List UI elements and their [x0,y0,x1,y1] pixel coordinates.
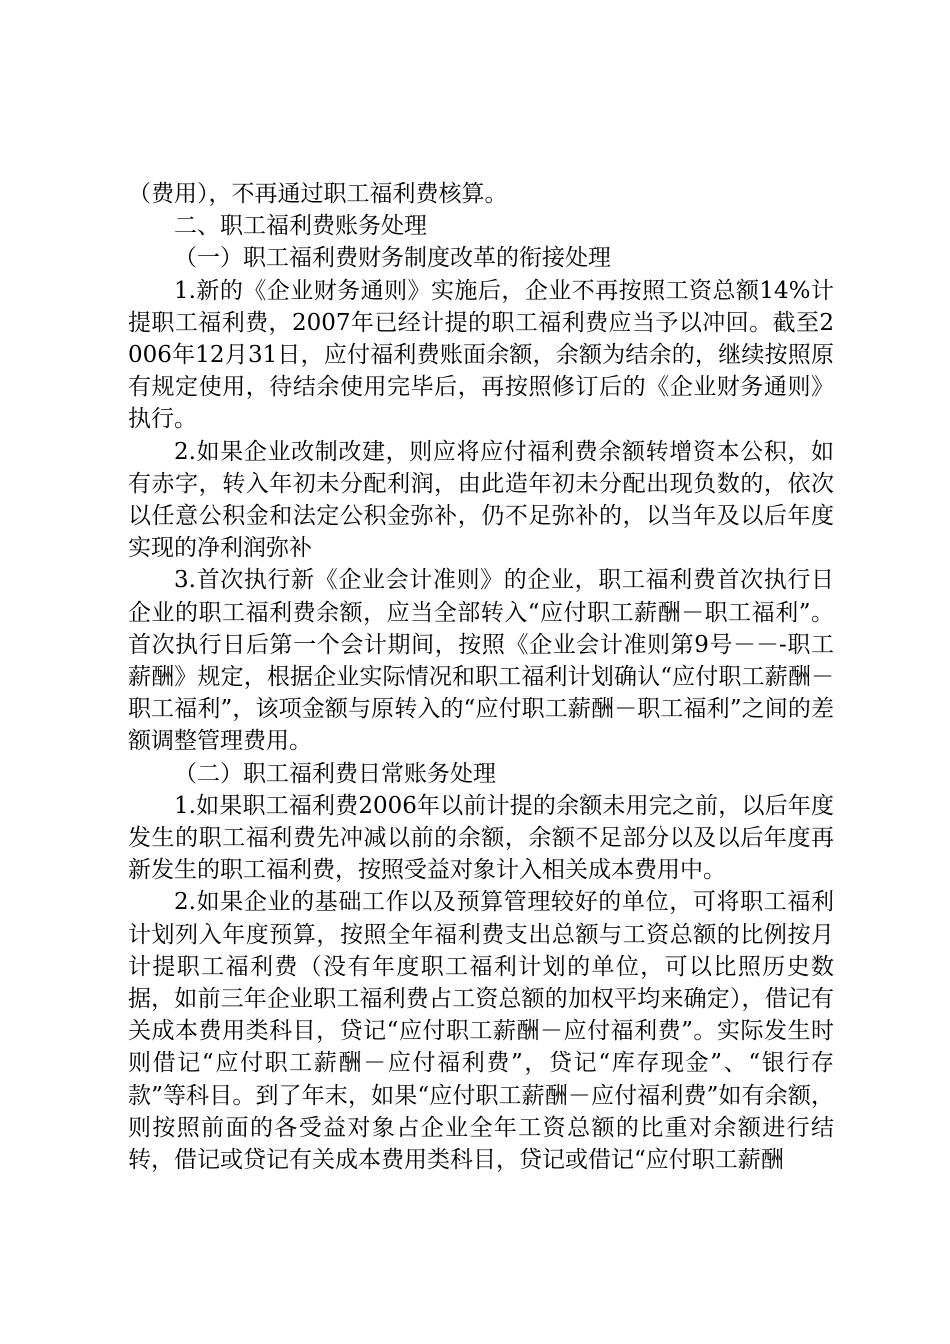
paragraph-continuation: （费用），不再通过职工福利费核算。 [128,181,508,207]
paragraph-1-1: 1.新的《企业财务通则》实施后，企业不再按照工资总额14%计提职工福利费，2007年已经计提的职工福利费应当予以冲回。截至2006年12月31日，应付福利费账面余额，余额为结余的，继续按照原有规定使用，待结余使用完毕后，再按照修订后的《企业财务通则》执行。 [128,277,834,433]
subsection-heading-1: （一）职工福利费财务制度改革的衔接处理 [174,245,611,272]
paragraph-2-2: 2.如果企业的基础工作以及预算管理较好的单位，可将职工福利计划列入年度预算，按照全年福利费支出总额与工资总额的比例按月计提职工福利费（没有年度职工福利计划的单位，可以比照历史数据，如前三年企业职工福利费占工资总额的加权平均来确定），借记有关成本费用类科目，贷记“应付职工薪酬－应付福利费”。实际发生时则借记“应付职工薪酬－应付福利费”，贷记“库存现金”、“银行存款”等科目。到了年末，如果“应付职工薪酬－应付福利费”如有余额，则按照前面的各受益对象占企业全年工资总额的比重对余额进行结转，借记或贷记有关成本费用类科目，贷记或借记“应付职工薪酬 [128,889,834,1174]
paragraph-1-2: 2.如果企业改制改建，则应将应付福利费余额转增资本公积，如有赤字，转入年初未分配利润，由此造年初未分配出现负数的，依次以任意公积金和法定公积金弥补，仍不足弥补的，以当年及以后年度实现的净利润弥补 [128,438,834,562]
paragraph-2-1: 1.如果职工福利费2006年以前计提的余额未用完之前，以后年度发生的职工福利费先冲减以前的余额，余额不足部分以及以后年度再新发生的职工福利费，按照受益对象计入相关成本费用中。 [128,792,834,884]
paragraph-1-3: 3.首次执行新《企业会计准则》的企业，职工福利费首次执行日企业的职工福利费余额，应当全部转入“应付职工薪酬－职工福利”。首次执行日后第一个会计期间，按照《企业会计准则第9号－－-职工薪酬》规定，根据企业实际情况和职工福利计划确认“应付职工薪酬－职工福利”，该项金额与原转入的“应付职工薪酬－职工福利”之间的差额调整管理费用。 [128,567,834,755]
section-heading: 二、职工福利费账务处理 [174,213,427,240]
document-body [128,178,834,1176]
subsection-heading-2: （二）职工福利费日常账务处理 [174,760,496,787]
